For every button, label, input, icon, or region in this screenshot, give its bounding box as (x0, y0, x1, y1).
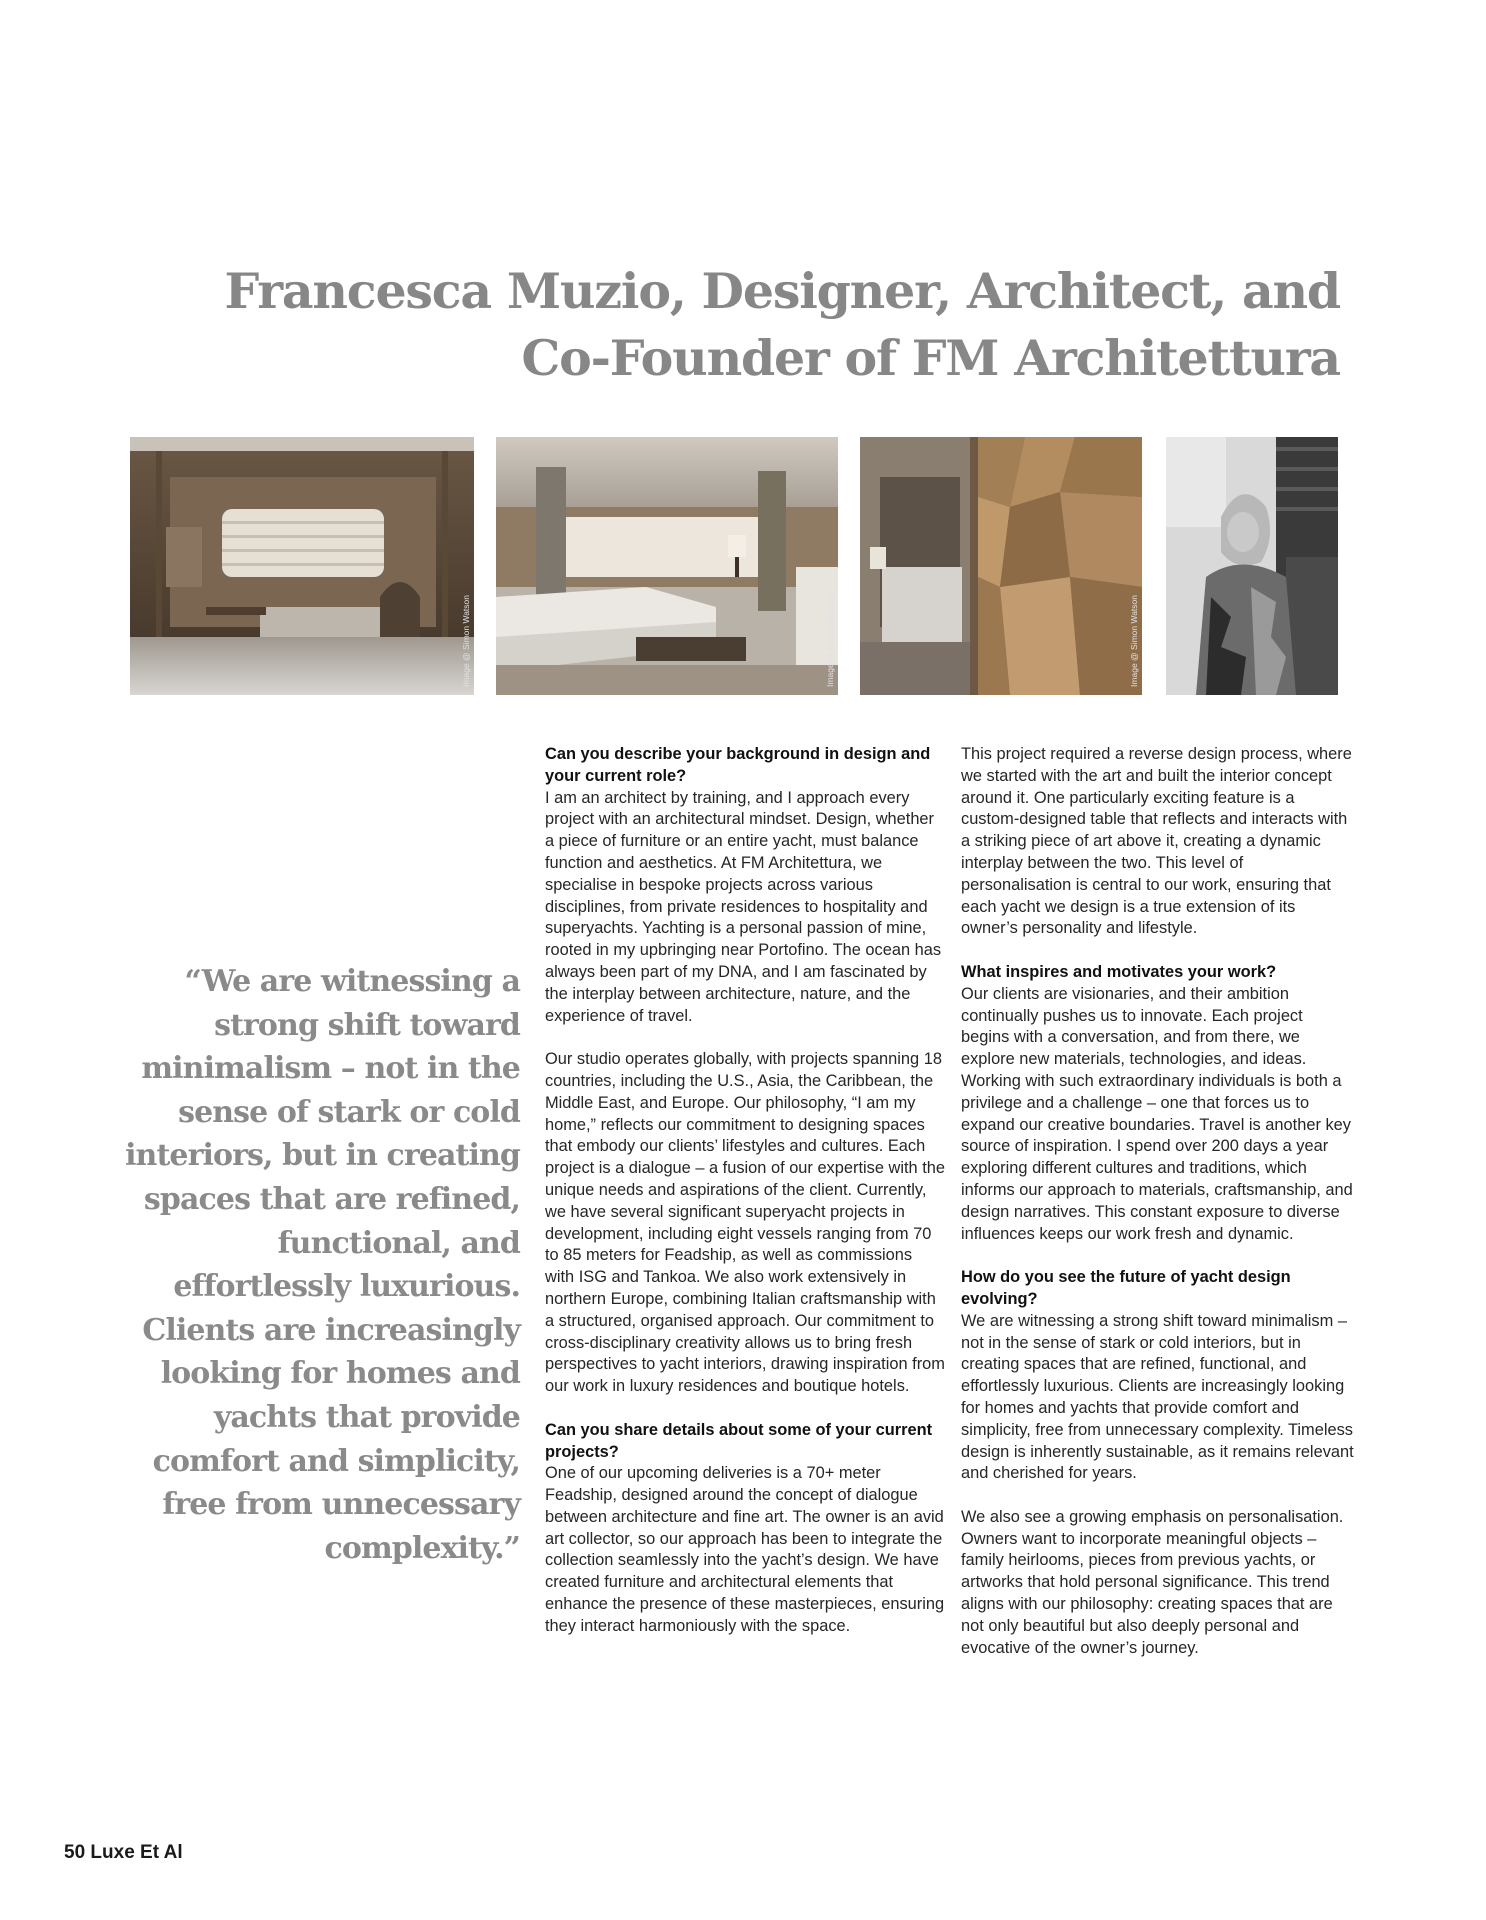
pull-quote-text: “We are witnessing a strong shift toward minimalism – not in the sense of stark or cold interiors, but in creating spaces that are refined, functional, and effortlessly luxurious. Clients are increasingly looking for homes and yachts that provide comfort and simplicity, free from unnecessary complexity.” (125, 964, 520, 1566)
answer-paragraph: Our studio operates globally, with projects spanning 18 countries, including the U.S., Asia, the Caribbean, the Middle East, and Europe. Our philosophy, “I am my home,” reflects our commitment to designing spaces that embody our clients’ lifestyles and cultures. Each project is a dialogue – a fusion of our expertise with the unique needs and aspirations of the client. Currently, we have several significant superyacht projects in development, including eight vessels ranging from 70 to 85 meters for Feadship, as well as commissions with ISG and Tankoa. We also work extensively in northern Europe, combining Italian craftsmanship with a structured, organised approach. Our commitment to cross-disciplinary creativity allows us to bring fresh perspectives to yacht interiors, drawing inspiration from our work in luxury residences and boutique hotels. (545, 1050, 945, 1396)
bedroom-photo (860, 437, 1142, 695)
answer-paragraph: I am an architect by training, and I approach every project with an architectural mindset. Design, whether a piece of furniture or an entire yacht, must balance function and aesthetics. At FM Architettura, we specialise in bespoke projects across various disciplines, from private residences to hospitality and superyachts. Yachting is a personal passion of mine, rooted in my upbringing near Portofino. The ocean has always been part of my DNA, and I am fascinated by the interplay between architecture, nature, and the experience of travel. (545, 788, 942, 1025)
photo-credit: Image @ Simon Watson (461, 595, 471, 687)
page-folio: 50 Luxe Et Al (64, 1842, 183, 1863)
question-heading: How do you see the future of yacht design evolving? (961, 1268, 1291, 1308)
title-line-2: Co-Founder of FM Architettura (521, 329, 1340, 387)
article-column-1 (545, 744, 945, 1659)
answer-paragraph: One of our upcoming deliveries is a 70+ meter Feadship, designed around the concept of dialogue between architecture and fine art. The owner is an avid art collector, so our approach has been to integrate the collection seamlessly into the yacht’s design. We have created furniture and architectural elements that enhance the presence of these masterpieces, ensuring they interact harmoniously with the space. (545, 1464, 945, 1635)
photo-credit: Image @ Simon Watson (825, 595, 835, 687)
answer-paragraph: We also see a growing emphasis on personalisation. Owners want to incorporate meaningful objects – family heirlooms, pieces from previous yachts, or artworks that hold personal significance. This trend aligns with our philosophy: creating spaces that are not only beautiful but also deeply personal and evocative of the owner’s journey. (961, 1507, 1344, 1657)
saloon-photo (496, 437, 838, 695)
cabin-photo (130, 437, 474, 695)
question-heading: Can you share details about some of your current projects? (545, 1420, 933, 1461)
article-title (160, 258, 1340, 392)
title-line-1: Francesca Muzio, Designer, Architect, and (224, 262, 1340, 320)
answer-paragraph: This project required a reverse design process, where we started with the art and built the interior concept around it. One particularly exciting feature is a custom-designed table that reflects and interacts with a striking piece of art above it, creating a dynamic interplay between the two. This level of personalisation is central to our work, ensuring that each yacht we design is a true extension of its owner’s personality and lifestyle. (961, 745, 1352, 938)
answer-paragraph: Our clients are visionaries, and their ambition continually pushes us to innovate. Each project begins with a conversation, and from there, we explore new materials, technologies, and ideas. Working with such extraordinary individuals is both a privilege and a challenge – one that forces us to expand our creative boundaries. Travel is another key source of inspiration. I spend over 200 days a year exploring different cultures and traditions, which informs our approach to materials, craftsmanship, and design narratives. This constant exposure to diverse influences keeps our work fresh and dynamic. (961, 984, 1353, 1243)
portrait-photo (1166, 437, 1338, 695)
photo-credit: Image @ Simon Watson (1129, 595, 1139, 687)
pull-quote (118, 960, 520, 1570)
article-column-2 (961, 744, 1355, 1681)
answer-paragraph: We are witnessing a strong shift toward minimalism – not in the sense of stark or cold interiors, but in creating spaces that are refined, functional, and effortlessly luxurious. Clients are increasingly looking for homes and yachts that provide comfort and simplicity, free from unnecessary complexity. Timeless design is inherently sustainable, as it remains relevant and cherished for years. (961, 1311, 1354, 1483)
question-heading: What inspires and motivates your work? (961, 962, 1277, 981)
question-heading: Can you describe your background in design and your current role? (545, 745, 931, 785)
